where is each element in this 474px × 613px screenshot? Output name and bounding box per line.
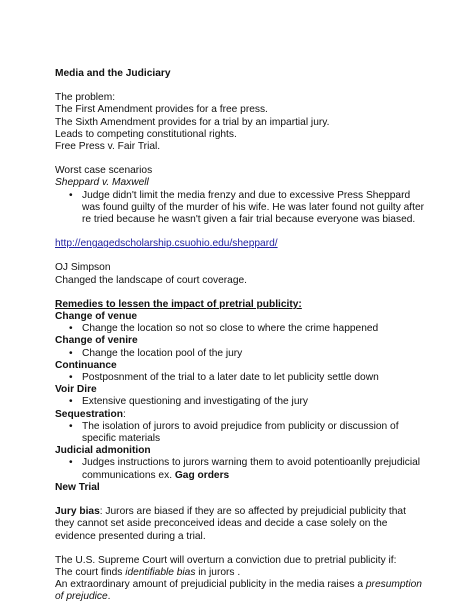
jury-bias-paragraph <box>55 506 425 543</box>
list-item <box>55 457 425 481</box>
supreme-line-1: The U.S. Supreme Court will overturn a conviction due to pretrial publicity if: <box>55 554 397 566</box>
list-item <box>55 190 425 227</box>
worst-case-section <box>55 165 425 226</box>
bullet-icon: • <box>69 372 73 384</box>
bullet-icon: • <box>69 323 73 335</box>
oj-name: OJ Simpson <box>55 262 111 274</box>
remedy-title: Sequestration <box>55 408 123 420</box>
problem-section <box>55 92 425 153</box>
new-trial-title: New Trial <box>55 481 100 493</box>
supreme-line-3-post: . <box>107 591 111 603</box>
gag-orders-text: Gag orders <box>174 469 230 481</box>
list-item <box>55 372 425 384</box>
remedies-section <box>55 299 425 494</box>
supreme-line-3 <box>55 579 425 603</box>
bullet-text: The isolation of jurors to avoid prejudice from publicity or discussion of specific materials <box>82 420 399 445</box>
bullet-icon: • <box>69 457 73 469</box>
problem-line: Free Press v. Fair Trial. <box>55 141 161 153</box>
list-item <box>55 348 425 360</box>
remedy-title-row <box>55 409 425 421</box>
list-item <box>55 323 425 335</box>
worst-case-heading: Worst case scenarios <box>55 165 153 177</box>
remedy-title: Change of venire <box>55 335 138 347</box>
bullet-text <box>82 457 425 481</box>
supreme-line-2 <box>55 567 425 579</box>
bullet-text-main: Judges instructions to jurors warning them to avoid potentioanlly prejudicial communications ex. <box>82 457 421 481</box>
list-item <box>55 421 425 445</box>
case-name: Sheppard v. Maxwell <box>55 177 149 189</box>
remedy-title: Change of venue <box>55 311 138 323</box>
bullet-icon: • <box>69 347 73 359</box>
problem-heading: The problem: <box>55 92 116 104</box>
bullet-icon: • <box>69 420 73 432</box>
bullet-text: Change the location pool of the jury <box>82 347 243 359</box>
remedy-title-suffix: : <box>122 408 126 420</box>
supreme-line-2-pre: The court finds <box>55 566 126 578</box>
supreme-court-section <box>55 555 425 604</box>
oj-text: Changed the landscape of court coverage. <box>55 274 247 286</box>
jury-bias-term: Jury bias <box>55 506 100 518</box>
remedy-title: Voir Dire <box>55 384 97 396</box>
problem-line: The First Amendment provides for a free press. <box>55 104 268 116</box>
bullet-text: Change the location so not so close to where the crime happened <box>82 323 379 335</box>
bullet-text: Postposnment of the trial to a later date to let publicity settle down <box>82 372 379 384</box>
bullet-text: Extensive questioning and investigating of the jury <box>82 396 308 408</box>
oj-section <box>55 262 425 286</box>
bullet-icon: • <box>69 396 73 408</box>
problem-line: Leads to competing constitutional rights. <box>55 128 237 140</box>
remedy-title: Judicial admonition <box>55 445 151 457</box>
presumption-text: presumption of prejudice <box>55 579 422 603</box>
supreme-line-2-post: in jurors . <box>195 566 241 578</box>
remedies-heading: Remedies to lessen the impact of pretrial publicity: <box>55 298 302 310</box>
document-title: Media and the Judiciary <box>55 68 171 79</box>
identifiable-bias-text: identifiable bias <box>125 566 196 578</box>
problem-line: The Sixth Amendment provides for a trial by an impartial jury. <box>55 116 330 128</box>
bullet-icon: • <box>69 189 73 201</box>
document-body <box>55 68 425 604</box>
supreme-line-3-pre: An extraordinary amount of prejudicial publicity in the media raises a <box>55 579 366 591</box>
jury-bias-text: : Jurors are biased if they are so affected by prejudicial publicity that they cannot set aside preconceived ideas and decide a case solely on the evidence presented during a trial. <box>55 506 406 542</box>
list-item <box>55 396 425 408</box>
remedy-title: Continuance <box>55 359 117 371</box>
sheppard-link[interactable]: http://engagedscholarship.csuohio.edu/sheppard/ <box>55 238 278 250</box>
bullet-text: Judge didn't limit the media frenzy and due to excessive Press Sheppard was found guilty of the murder of his wife. He was later found not guilty after re tried because he wasn't given a fair trial because everyone was biased. <box>82 189 425 226</box>
